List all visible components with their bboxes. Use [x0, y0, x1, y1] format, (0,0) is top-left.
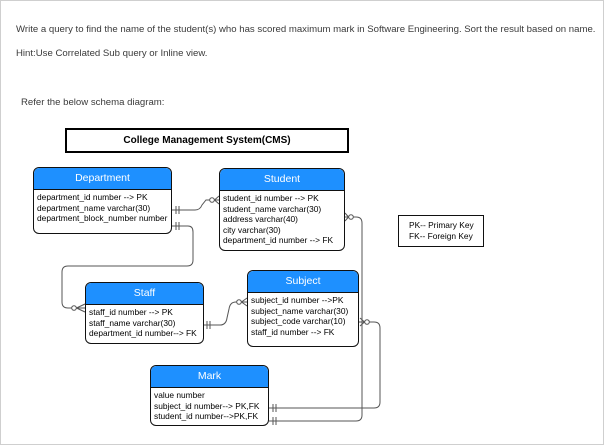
student-field: department_id number --> FK — [223, 235, 334, 246]
department-table — [33, 167, 172, 234]
subject-field: subject_code varchar(10) — [251, 316, 346, 327]
legend-fk: FK-- Foreign Key — [409, 230, 473, 241]
mark-table — [150, 365, 269, 426]
department-field: department_block_number number — [37, 213, 168, 224]
mark-table-header: Mark — [151, 366, 268, 388]
schema-intro-text: Refer the below schema diagram: — [21, 97, 165, 108]
student-field: student_id number --> PK — [223, 193, 319, 203]
mark-field: student_id number-->PK,FK — [154, 411, 259, 422]
subject-table — [247, 270, 359, 347]
mark-field: value number — [154, 390, 205, 400]
subject-field: staff_id number --> FK — [251, 326, 335, 337]
hint-text: Hint:Use Correlated Sub query or Inline view. — [16, 48, 208, 59]
staff-table-header: Staff — [86, 283, 203, 305]
student-field: student_name varchar(30) — [223, 203, 322, 214]
staff-field: department_id number--> FK — [89, 328, 197, 339]
department-field: department_id number --> PK — [37, 192, 148, 202]
legend-pk: PK-- Primary Key — [409, 220, 474, 230]
student-field: address varchar(40) — [223, 214, 298, 225]
student-table-header: Student — [220, 169, 344, 191]
staff-field: staff_name varchar(30) — [89, 317, 176, 328]
department-table-header: Department — [34, 168, 171, 190]
question-text: Write a query to find the name of the student(s) who has scored maximum mark in Software Engineering. Sort the result based on name. — [16, 24, 596, 35]
key-legend — [398, 215, 484, 247]
mark-field: subject_id number--> PK,FK — [154, 400, 260, 411]
subject-field: subject_name varchar(30) — [251, 305, 349, 316]
staff-table — [85, 282, 204, 344]
student-field: city varchar(30) — [223, 224, 281, 235]
student-table — [219, 168, 345, 251]
department-field: department_name varchar(30) — [37, 202, 151, 213]
staff-field: staff_id number --> PK — [89, 307, 173, 317]
subject-field: subject_id number -->PK — [251, 295, 344, 305]
diagram-title: College Management System(CMS) — [65, 128, 349, 153]
subject-table-header: Subject — [248, 271, 358, 293]
